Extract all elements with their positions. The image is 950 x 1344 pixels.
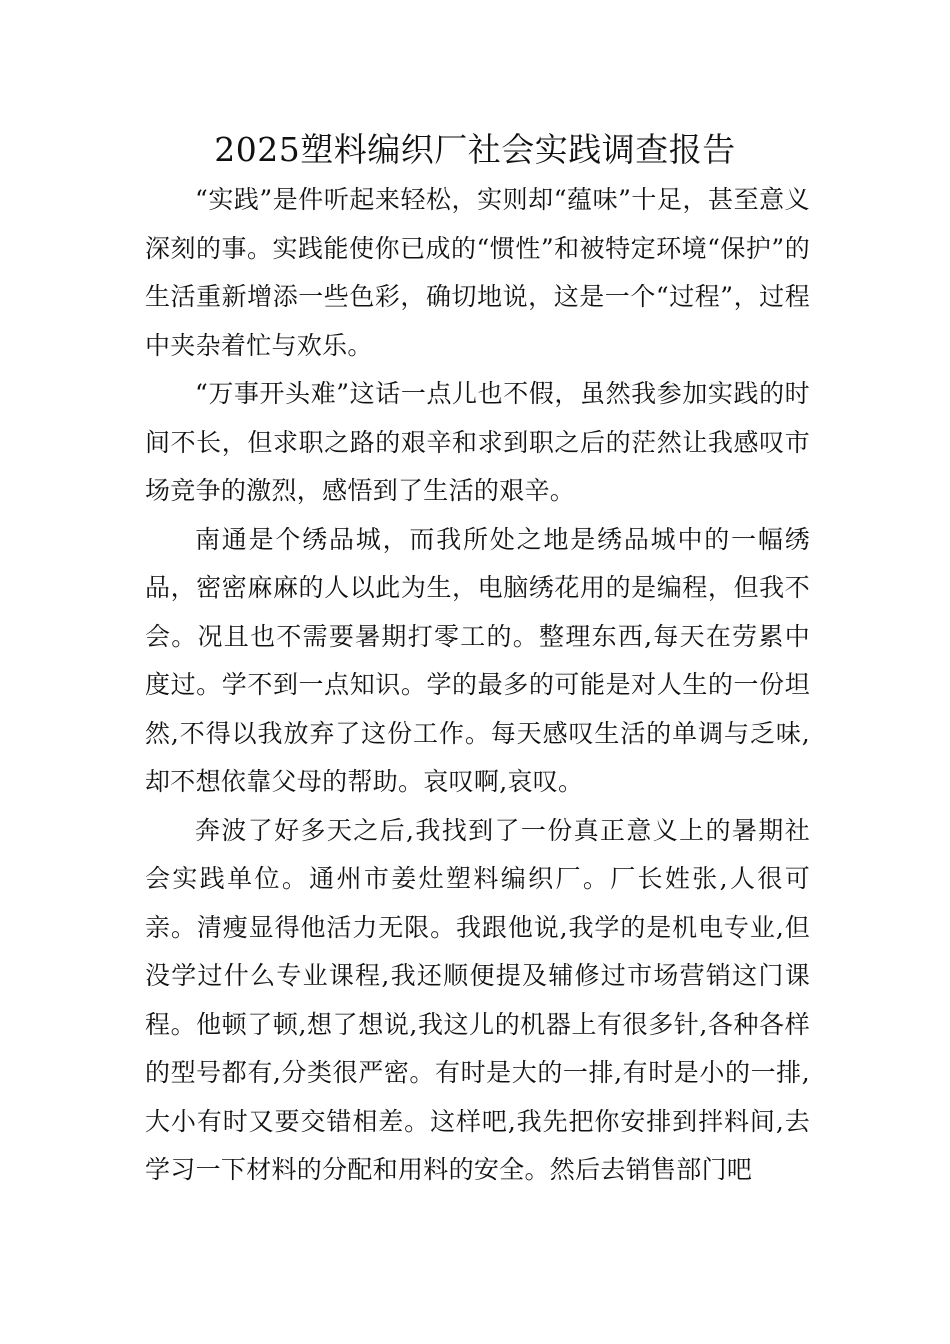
paragraph-1: “实践”是件听起来轻松，实则却“蕴味”十足，甚至意义深刻的事。实践能使你已成的“惯性”和被特定环境“保护”的生活重新增添一些色彩，确切地说，这是一个“过程”，过程中夹杂着忙与欢乐。 (145, 185, 810, 360)
paragraph-3: 南通是个绣品城，而我所处之地是绣品城中的一幅绣品，密密麻麻的人以此为生，电脑绣花用的是编程，但我不会。况且也不需要暑期打零工的。整理东西,每天在劳累中度过。学不到一点知识。学的最多的可能是对人生的一份坦然,不得以我放弃了这份工作。每天感叹生活的单调与乏味,却不想依靠父母的帮助。哀叹啊,哀叹。 (145, 524, 810, 796)
paragraph-4: 奔波了好多天之后,我找到了一份真正意义上的暑期社会实践单位。通州市姜灶塑料编织厂。厂长姓张,人很可亲。清瘦显得他活力无限。我跟他说,我学的是机电专业,但没学过什么专业课程,我还顺便提及辅修过市场营销这门课程。他顿了顿,想了想说,我这儿的机器上有很多针,各种各样的型号都有,分类很严密。有时是大的一排,有时是小的一排,大小有时又要交错相差。这样吧,我先把你安排到拌料间,去学习一下材料的分配和用料的安全。然后去销售部门吧 (145, 815, 810, 1184)
document-title: 2025塑料编织厂社会实践调查报告 (214, 130, 736, 169)
paragraph-2: “万事开头难”这话一点儿也不假，虽然我参加实践的时间不长，但求职之路的艰辛和求到职之后的茫然让我感叹市场竞争的激烈，感悟到了生活的艰辛。 (145, 379, 810, 505)
document-body (145, 176, 810, 1195)
